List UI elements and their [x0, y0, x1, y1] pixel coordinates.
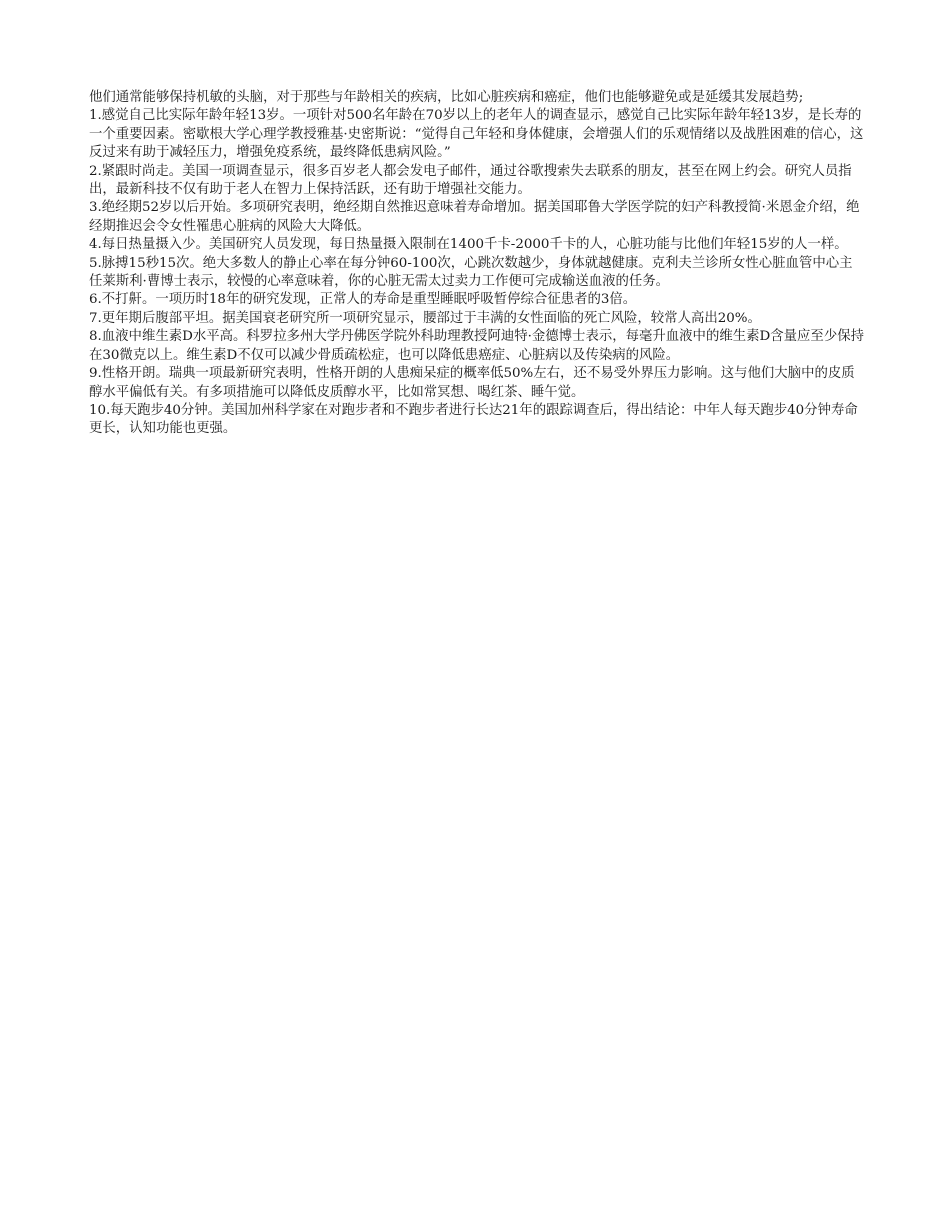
list-item-5: 5.脉搏15秒15次。绝大多数人的静止心率在每分钟60-100次，心跳次数越少，身体就越健康。克利夫兰诊所女性心脏血管中心主任莱斯利·曹博士表示，较慢的心率意味着，你的心脏无需太过卖力工作便可完成输送血液的任务。: [89, 255, 853, 290]
list-item-4: 4.每日热量摄入少。美国研究人员发现，每日热量摄入限制在1400千卡-2000千卡的人，心脏功能与比他们年轻15岁的人一样。: [89, 237, 848, 253]
list-item-1: 1.感觉自己比实际年龄年轻13岁。一项针对500名年龄在70岁以上的老年人的调查显示，感觉自己比实际年龄年轻13岁，是长寿的一个重要因素。密歇根大学心理学教授雅基·史密斯说：“觉得自己年轻和身体健康，会增强人们的乐观情绪以及战胜困难的信心，这反过来有助于减轻压力，增强免疫系统，最终降低患病风险。”: [89, 108, 864, 161]
list-item-6: 6.不打鼾。一项历时18年的研究发现，正常人的寿命是重型睡眠呼吸暂停综合征患者的3倍。: [89, 292, 637, 308]
list-item-7: 7.更年期后腹部平坦。据美国衰老研究所一项研究显示，腰部过于丰满的女性面临的死亡风险，较常人高出20%。: [89, 310, 761, 326]
list-item-10: 10.每天跑步40分钟。美国加州科学家在对跑步者和不跑步者进行长达21年的跟踪调查后，得出结论：中年人每天跑步40分钟寿命更长，认知功能也更强。: [89, 402, 858, 437]
list-item-9: 9.性格开朗。瑞典一项最新研究表明，性格开朗的人患痴呆症的概率低50%左右，还不易受外界压力影响。这与他们大脑中的皮质醇水平偏低有关。有多项措施可以降低皮质醇水平，比如常冥想、喝红茶、睡午觉。: [89, 366, 855, 400]
intro-paragraph: 他们通常能够保持机敏的头脑，对于那些与年龄相关的疾病，比如心脏疾病和癌症，他们也能够避免或是延缓其发展趋势;: [89, 90, 804, 105]
list-item-3: 3.绝经期52岁以后开始。多项研究表明，绝经期自然推迟意味着寿命增加。据美国耶鲁大学医学院的妇产科教授简·米恩金介绍，绝经期推迟会令女性罹患心脏病的风险大大降低。: [89, 200, 860, 234]
list-item-8: 8.血液中维生素D水平高。科罗拉多州大学丹佛医学院外科助理教授阿迪特·金德博士表示，每毫升血液中的维生素D含量应至少保持在30微克以上。维生素D不仅可以减少骨质疏松症，也可以降低患癌症、心脏病以及传染病的风险。: [89, 329, 864, 363]
document-body: [89, 89, 864, 439]
list-item-2: 2.紧跟时尚走。美国一项调查显示，很多百岁老人都会发电子邮件，通过谷歌搜索失去联系的朋友，甚至在网上约会。研究人员指出，最新科技不仅有助于老人在智力上保持活跃，还有助于增强社交能力。: [89, 163, 852, 198]
